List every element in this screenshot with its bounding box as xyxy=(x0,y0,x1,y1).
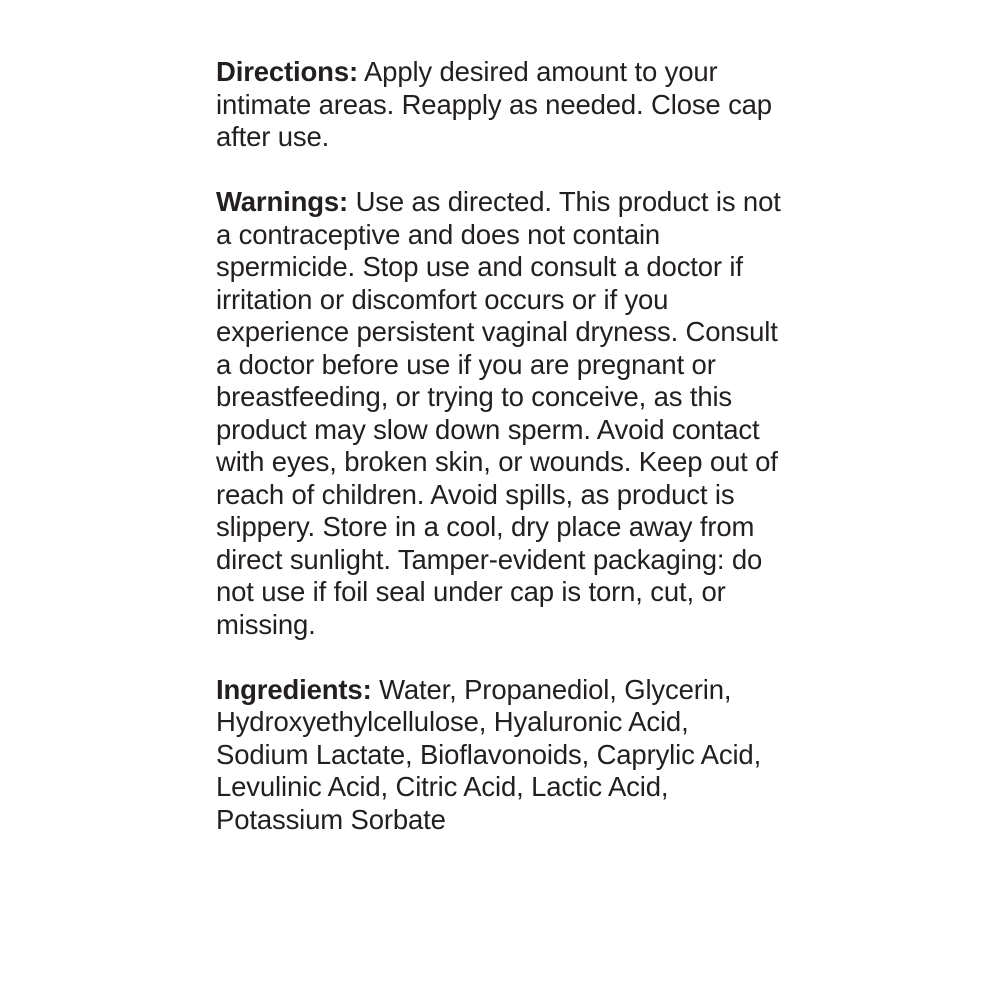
directions-section xyxy=(216,56,788,154)
directions-label: Directions: xyxy=(216,56,358,87)
warnings-text: Use as directed. This product is not a contraceptive and does not contain spermicide. Stop use and consult a doctor if irritation or discomfort occurs or if you experience persistent vaginal dryness. Consult a doctor before use if you are pregnant or breastfeeding, or trying to conceive, as this product may slow down sperm. Avoid contact with eyes, broken skin, or wounds. Keep out of reach of children. Avoid spills, as product is slippery. Store in a cool, dry place away from direct sunlight. Tamper-evident packaging: do not use if foil seal under cap is torn, cut, or missing. xyxy=(216,186,781,640)
ingredients-text: Water, Propanediol, Glycerin, Hydroxyethylcellulose, Hyaluronic Acid, Sodium Lactate, Bioflavonoids, Caprylic Acid, Levulinic Acid, Citric Acid, Lactic Acid, Potassium Sorbate xyxy=(216,673,762,835)
directions-text: Apply desired amount to your intimate areas. Reapply as needed. Close cap after use. xyxy=(216,56,772,152)
warnings-section xyxy=(216,186,788,641)
product-label-text xyxy=(216,56,788,869)
warnings-label: Warnings: xyxy=(216,186,349,217)
ingredients-section xyxy=(216,674,788,837)
ingredients-label: Ingredients: xyxy=(216,673,372,705)
